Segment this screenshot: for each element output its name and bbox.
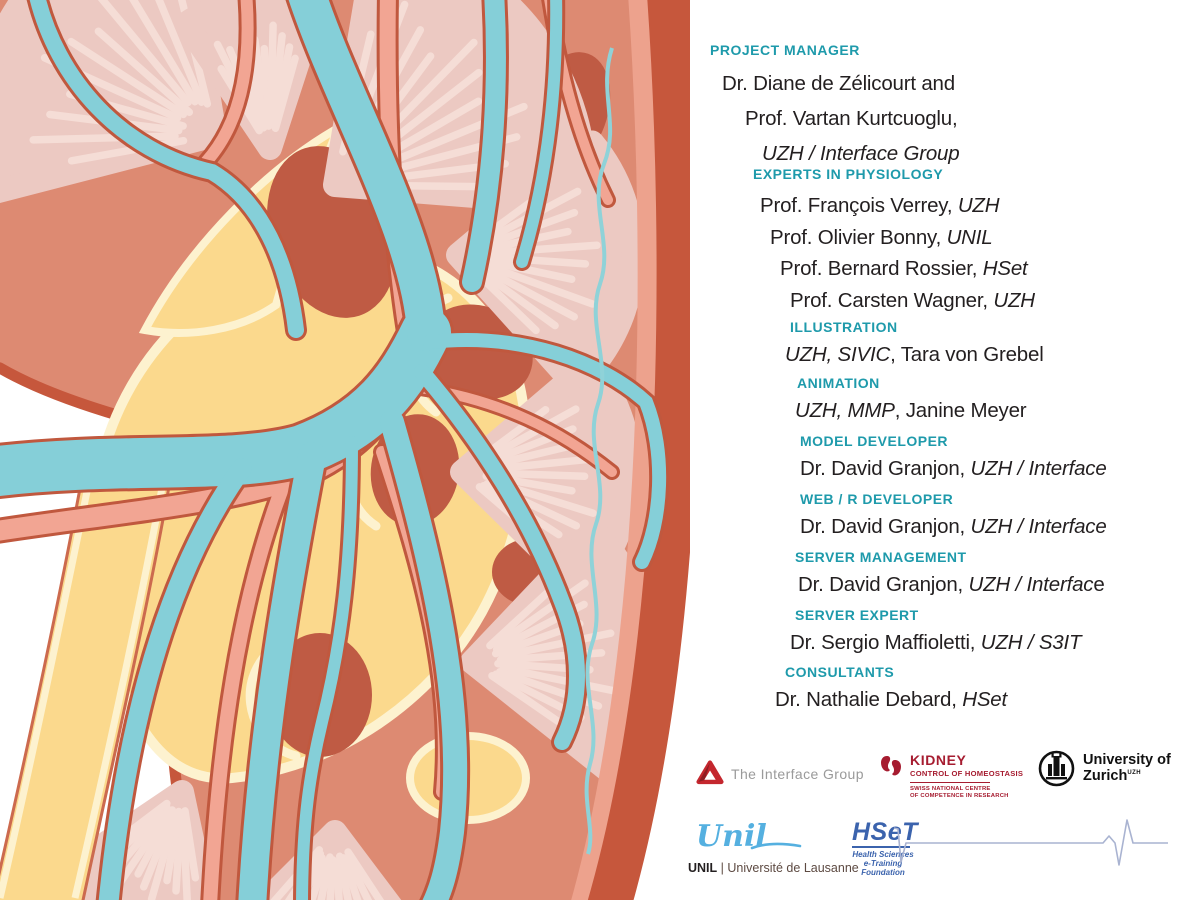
hset-line2: e-Training [863, 859, 903, 869]
credit-label: SERVER MANAGEMENT [795, 549, 967, 565]
credit-section-animation [797, 375, 1026, 425]
credit-section-web-r-developer [800, 491, 1107, 541]
interface-group-logo [696, 760, 724, 793]
credit-label: ANIMATION [797, 375, 880, 391]
credit-label: PROJECT MANAGER [710, 42, 860, 58]
credit-section-consultants [775, 664, 1008, 714]
credit-line: Prof. Olivier Bonny, UNIL [770, 225, 993, 249]
unil-separator: | [720, 861, 724, 875]
credit-section-illustration [785, 319, 1044, 369]
uzh-seal-icon [1038, 750, 1075, 787]
hset-line3: Foundation [861, 868, 905, 878]
credit-section-experts-in-physiology [753, 166, 1035, 316]
credit-section-project-manager [710, 42, 959, 171]
credit-label: SERVER EXPERT [795, 607, 919, 623]
ecg-trace [890, 815, 1180, 875]
credit-line: UZH / Interface Group [762, 142, 960, 165]
kidney-nccr-logo [878, 753, 1023, 800]
kidney-nccr-subtitle: CONTROL OF HOMEOSTASIS [910, 769, 1024, 778]
credit-line: Prof. Vartan Kurtcuoglu, [745, 107, 958, 130]
credit-line: UZH, SIVIC, Tara von Grebel [785, 343, 1044, 366]
credit-section-server-management [795, 549, 1105, 599]
unil-logo [688, 818, 859, 875]
kidney-nccr-tagline1: SWISS NATIONAL CENTRE [910, 785, 991, 792]
uzh-line2: Zurich$^{UZH}$ [1083, 767, 1142, 784]
kidney-nccr-icon [878, 753, 904, 787]
credit-label: WEB / R DEVELOPER [800, 491, 954, 507]
hset-title: HSeT [852, 818, 918, 846]
credit-line: Prof. Bernard Rossier, HSet [780, 257, 1028, 280]
credit-section-server-expert [790, 607, 1082, 657]
unil-script-text: Unil [696, 819, 767, 854]
credit-label: ILLUSTRATION [790, 319, 898, 335]
kidney-nccr-tagline2: OF COMPETENCE IN RESEARCH [910, 792, 1009, 799]
kidney-nccr-divider [910, 782, 990, 784]
credit-line: UZH, MMP, Janine Meyer [795, 399, 1027, 422]
kidney-nccr-title: KIDNEY [910, 752, 967, 768]
credit-label: MODEL DEVELOPER [800, 433, 949, 449]
interface-group-icon [696, 760, 724, 788]
credit-line: Prof. François Verrey, UZH [760, 194, 1000, 217]
credit-line: Dr. David Granjon, UZH / Interface [798, 573, 1105, 596]
unil-subline [688, 861, 859, 875]
credit-label: CONSULTANTS [785, 664, 895, 680]
unil-acronym: UNIL [688, 861, 718, 875]
credit-section-model-developer [800, 433, 1107, 483]
credit-line: Dr. David Granjon, UZH / Interface [800, 515, 1107, 538]
credit-label: EXPERTS IN PHYSIOLOGY [753, 166, 944, 182]
credit-line: Dr. Sergio Maffioletti, UZH / S3IT [790, 631, 1082, 654]
uzh-line1: University of [1083, 752, 1171, 768]
unil-name: Université de Lausanne [727, 861, 859, 875]
credit-line: Prof. Carsten Wagner, UZH [790, 288, 1035, 312]
uzh-superscript: UZH [1127, 769, 1142, 776]
interface-group-name: The Interface Group [731, 766, 864, 782]
unil-script-icon [688, 818, 818, 858]
uzh-logo [1038, 750, 1171, 787]
credit-line: Dr. Diane de Zélicourt and [722, 72, 955, 95]
credit-line: Dr. David Granjon, UZH / Interface [800, 457, 1107, 480]
credit-line: Dr. Nathalie Debard, HSet [775, 688, 1008, 711]
hset-line1: Health Sciences [852, 850, 914, 859]
